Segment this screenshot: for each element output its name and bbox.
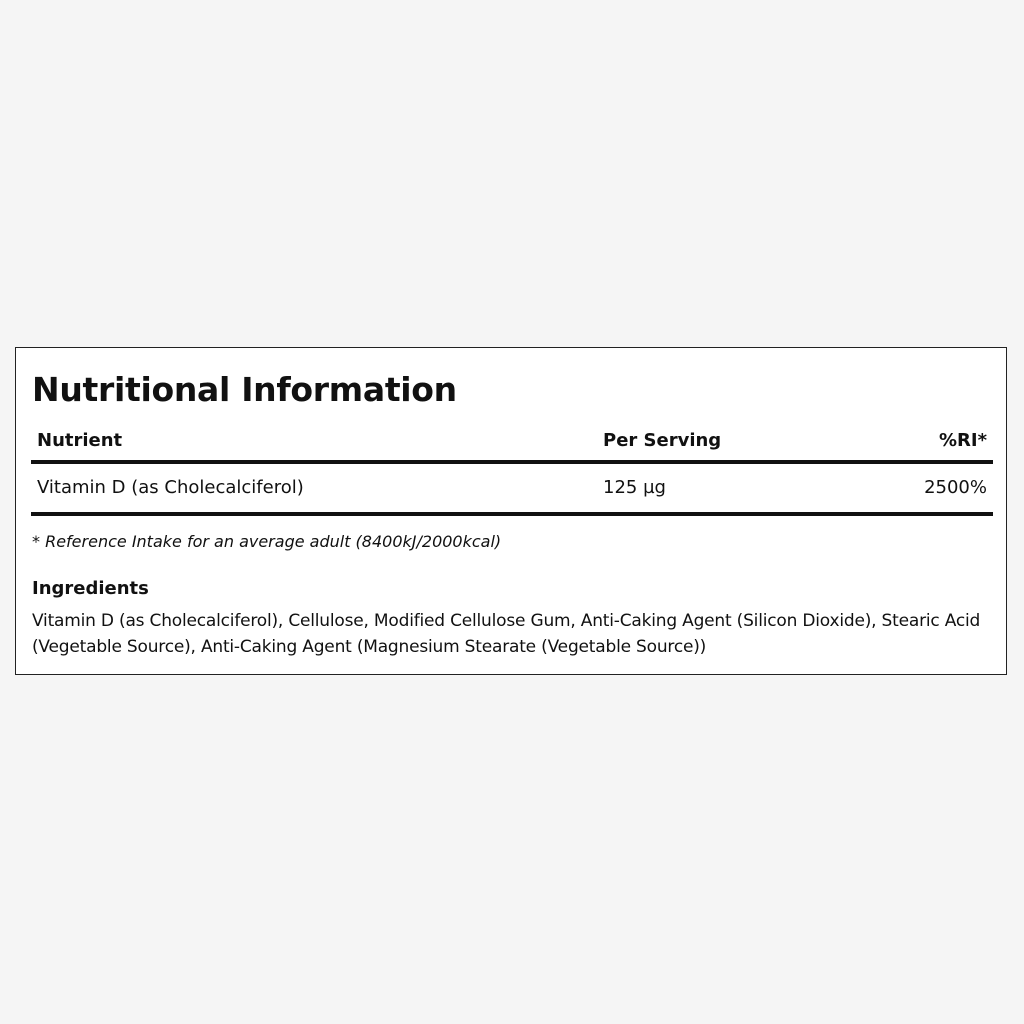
reference-intake-footnote: * Reference Intake for an average adult (8400kJ/2000kcal)	[32, 532, 502, 551]
row-nutrient: Vitamin D (as Cholecalciferol)	[37, 477, 304, 498]
table-header-row	[31, 426, 993, 460]
nutrition-table	[31, 426, 993, 516]
header-per-serving: Per Serving	[603, 430, 722, 451]
row-per-serving: 125 µg	[603, 477, 666, 498]
table-bottom-divider	[31, 512, 993, 516]
panel-title: Nutritional Information	[32, 370, 457, 409]
ingredients-list: Vitamin D (as Cholecalciferol), Cellulose, Modified Cellulose Gum, Anti-Caking Agent (Silicon Dioxide), Stearic Acid (Vegetable Source), Anti-Caking Agent (Magnesium Stearate (Vegetable Source))	[32, 611, 981, 657]
row-ri: 2500%	[924, 477, 987, 498]
nutrition-panel	[15, 347, 1007, 675]
ingredients-heading: Ingredients	[32, 578, 149, 599]
header-nutrient: Nutrient	[37, 430, 123, 451]
table-row	[31, 464, 993, 512]
header-ri: %RI*	[938, 430, 987, 451]
